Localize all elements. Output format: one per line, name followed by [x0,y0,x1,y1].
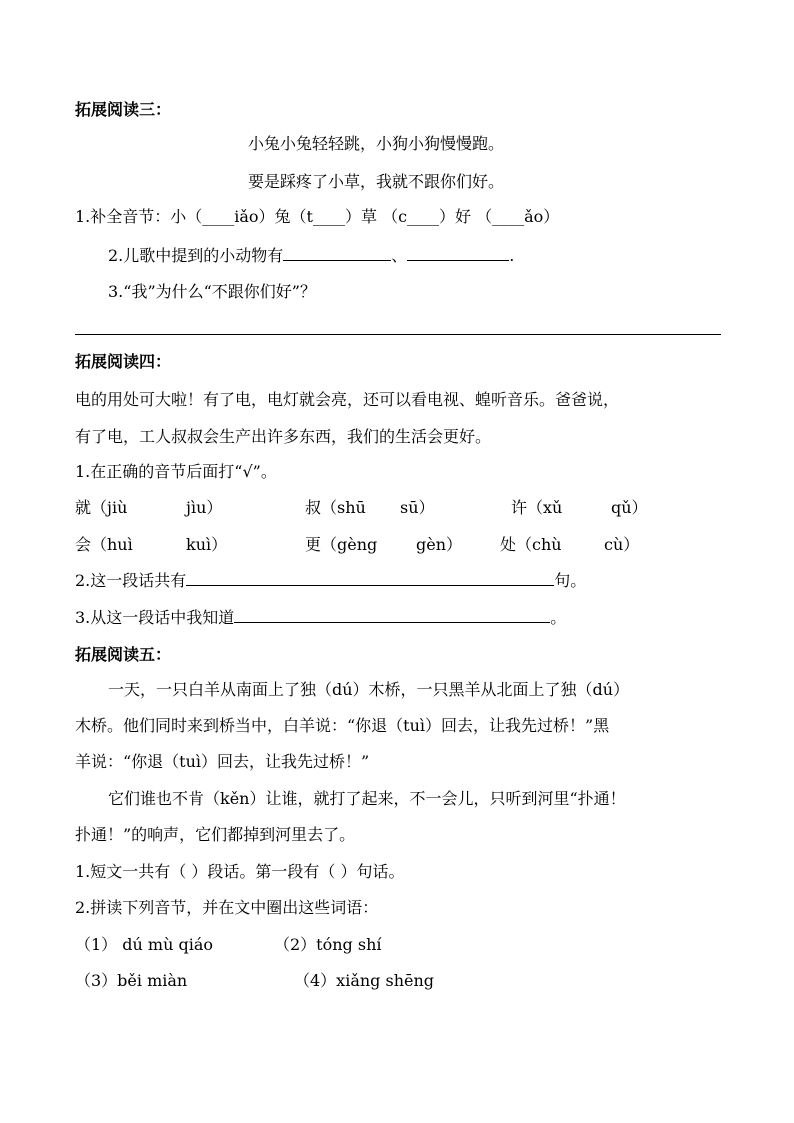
pinyin-word: （2）tóng shí [274,935,382,954]
section-4-heading: 拓展阅读四： [75,352,172,371]
section-divider [75,334,721,335]
s3-question-2 [108,245,514,266]
pinyin-choice[interactable]: sū） [400,498,435,517]
s4-question-2-end: 句。 [554,571,587,590]
answer-blank[interactable] [283,245,391,261]
answer-blank[interactable] [186,570,554,586]
period: . [509,246,515,265]
s4-paragraph-line-2: 有了电，工人叔叔会生产出许多东西，我们的生活会更好。 [75,427,492,446]
s5-paragraph-line-2: 木桥。他们同时来到桥当中，白羊说：“你退（tuì）回去，让我先过桥！”黑 [75,716,610,735]
s4-question-2-text: 2.这一段话共有 [75,571,187,590]
answer-blank[interactable] [407,245,509,261]
pinyin-choice[interactable]: qǔ） [611,498,648,517]
pinyin-choice[interactable]: gèn） [416,535,463,554]
s5-paragraph-line-5: 扑通！”的响声，它们都掉到河里去了。 [75,825,356,844]
separator: 、 [391,246,408,265]
answer-blank[interactable] [234,607,550,623]
pinyin-choice[interactable]: 许（xǔ [511,498,563,517]
pinyin-choice[interactable]: 叔（shū [305,498,366,517]
pinyin-word: （1） dú mù qiáo [75,935,213,954]
pinyin-choice[interactable]: 处（chù [500,535,562,554]
s3-question-1: 1.补全音节：小（____iǎo）兔（t____）草 （c____）好 （____ǎo） [75,207,560,226]
s5-question-2: 2.拼读下列音节，并在文中圈出这些词语： [75,898,379,917]
pinyin-choice[interactable]: kuì） [186,535,228,554]
s3-question-2-text: 2.儿歌中提到的小动物有 [108,246,284,265]
s4-question-2 [75,570,586,591]
poem-line-1: 小兔小兔轻轻跳，小狗小狗慢慢跑。 [248,134,505,153]
pinyin-choice[interactable]: 更（gèng [305,535,378,554]
poem-line-2: 要是踩疼了小草，我就不跟你们好。 [248,172,505,191]
s4-question-3 [75,607,566,628]
s4-question-3-text: 3.从这一段话中我知道 [75,608,235,627]
s5-paragraph-line-1: 一天，一只白羊从南面上了独（dú）木桥，一只黑羊从北面上了独（dú） [108,680,630,699]
s3-question-3: 3.“我”为什么“不跟你们好”？ [108,282,316,301]
pinyin-choice[interactable]: cù） [604,535,640,554]
pinyin-word: （4）xiǎng shēng [294,971,435,990]
pinyin-choice[interactable]: 就（jiù [75,498,128,517]
s5-question-1: 1.短文一共有（ ）段话。第一段有（ ）句话。 [75,862,405,881]
s5-paragraph-line-4: 它们谁也不肯（kěn）让谁，就打了起来，不一会儿，只听到河里“扑通！ [108,789,626,808]
pinyin-word: （3）běi miàn [75,971,188,990]
s5-paragraph-line-3: 羊说：“你退（tuì）回去，让我先过桥！” [75,752,370,771]
pinyin-choice[interactable]: jìu） [186,498,223,517]
section-5-heading: 拓展阅读五： [75,645,172,664]
s4-question-1: 1.在正确的音节后面打“√”。 [75,462,277,481]
s4-paragraph-line-1: 电的用处可大啦！有了电，电灯就会亮，还可以看电视、蝗听音乐。爸爸说， [75,390,620,409]
pinyin-choice[interactable]: 会（huì [75,535,133,554]
s4-question-3-end: 。 [550,608,567,627]
section-3-heading: 拓展阅读三： [75,100,172,119]
